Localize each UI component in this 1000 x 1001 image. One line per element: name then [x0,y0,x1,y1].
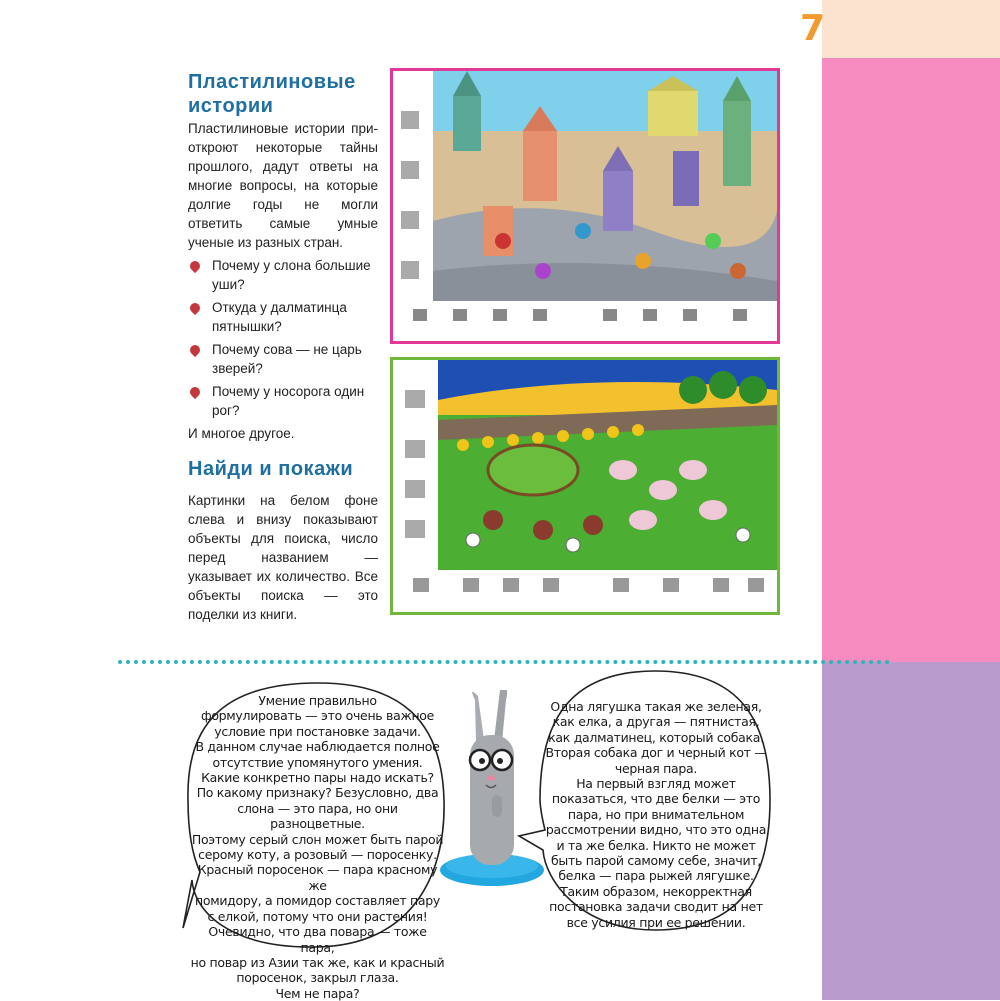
clay-rabbit-icon [440,690,550,890]
bubble-right-text: Одна лягушка такая же зеленая, как елка, а другая — пятнистая, как далматинец, который собака. Вторая собака дог и черный кот — черная пара. На первый взгляд может показаться, что две белки — это пара, но при внимательном рассмотрении видно, что это одна и та же белка. Никто не может быть парой самому себе, значит, белка — пара рыжей лягушке. Таким образом, некорректная постановка задачи сводит на нет все усилия при ее решении. [545,699,767,930]
bullet-item: Почему у носорога один рог? [188,382,378,420]
section2-text: Картинки на белом фоне слева и внизу показывают объекты для поиска, число перед названием — указывает их количество. Все объекты поиска — это поделки из книги. [188,493,378,622]
bullet-item: Откуда у далматинца пятнышки? [188,298,378,336]
section1-title: Пластилиновые истории [188,71,356,117]
bullet-item: Почему у слона большие уши? [188,256,378,294]
section1-intro: Пластилиновые истории при-откроют некоторые тайны прошлого, дадут ответы на многие вопросы, на которые долгие годы не могли ответить самые умные ученые из разных стран. [188,121,378,250]
section1-outro: И многое другое. [188,426,295,441]
bubble-left-text: Умение правильно формулировать — это очень важное условие при постановке задачи. В данном случае наблюдается полное отсутствие упомянутого умения. Какие конкретно пары надо искать? По какому признаку? Безусловно, два слона — это пара, но они разноцветные. Поэтому серый слон может быть парой серому коту, а розовый — поросенку. Красный поросенок — пара красному же помидору, а помидор составляет пару с елкой, потому что они растения! Очевидно, что два повара — тоже пара, но повар из Азии так же, как и красный поросенок, закрыл глаза. Чем не пара? [190,693,445,1001]
page-number: 7 [800,8,826,49]
bullet-item: Почему сова — не царь зверей? [188,340,378,378]
section2-title: Найди и покажи [188,458,354,480]
